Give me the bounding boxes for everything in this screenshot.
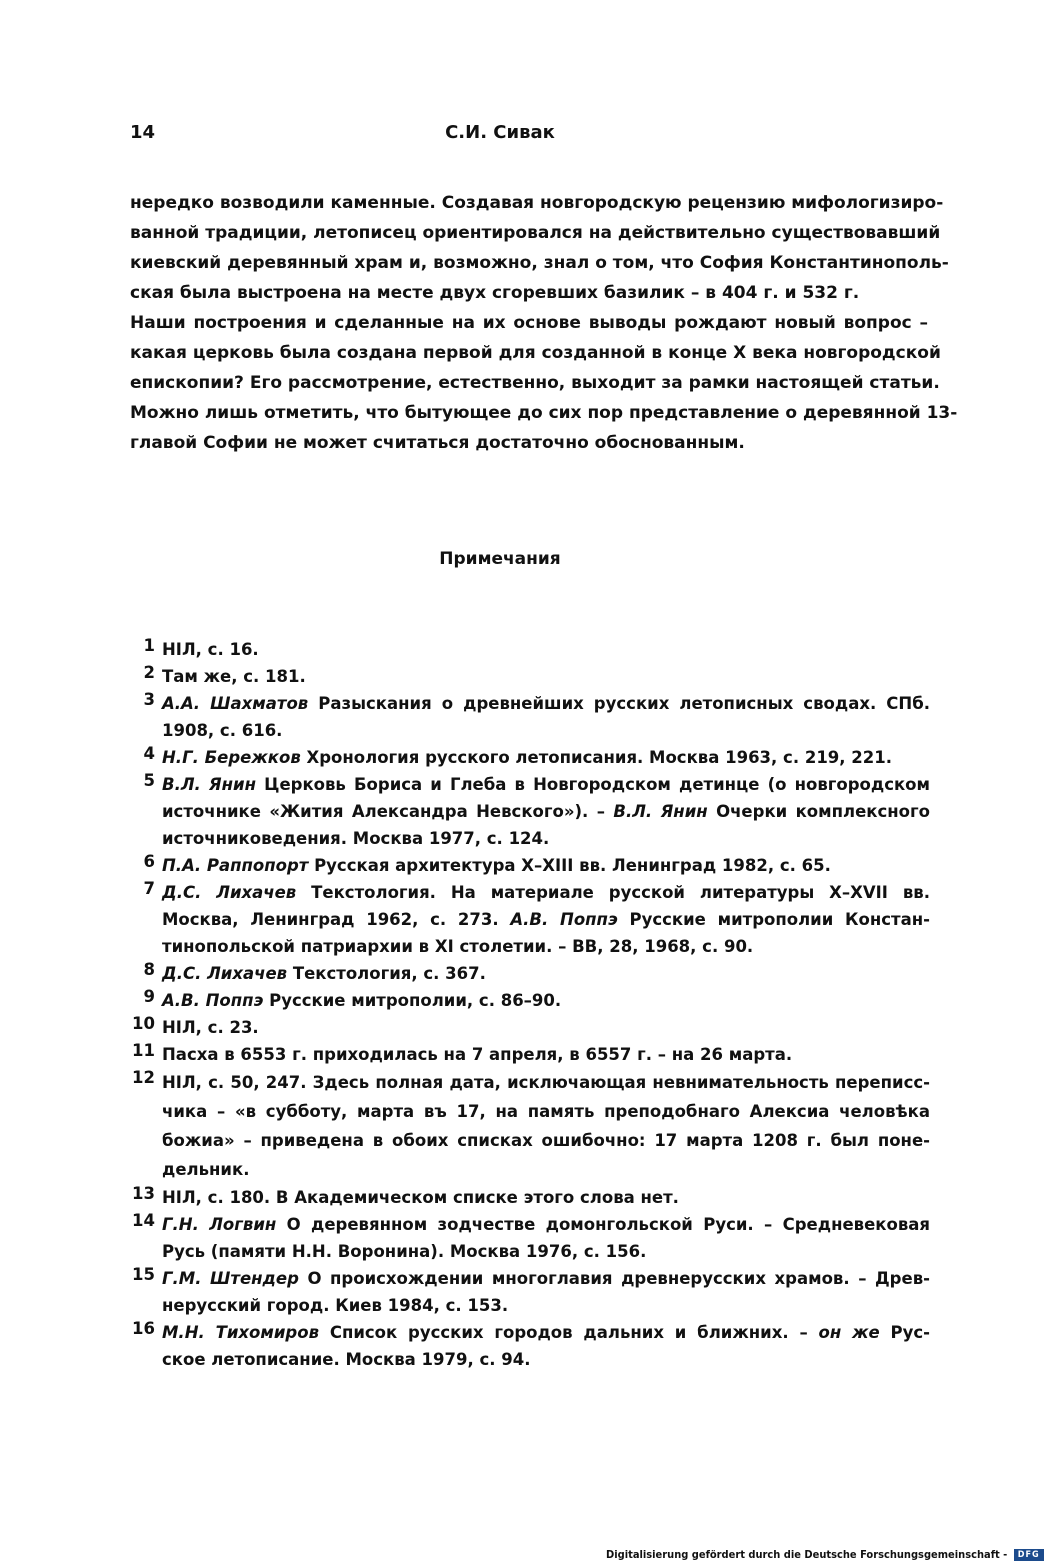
- note-line: [162, 1184, 930, 1211]
- note-segment: О деревянном зодчестве домонгольской Руси. – Средневековая: [276, 1215, 930, 1234]
- note-item: [130, 1319, 930, 1373]
- note-line: [162, 1014, 930, 1041]
- note-item: [130, 1184, 930, 1211]
- note-segment: НIЛ, с. 180. В Академическом списке этого слова нет.: [162, 1188, 679, 1207]
- note-text: [162, 1184, 930, 1211]
- note-item: [130, 852, 930, 879]
- note-line: [162, 1319, 930, 1346]
- note-item: [130, 690, 930, 744]
- note-line: [162, 1211, 930, 1238]
- note-item: [130, 1211, 930, 1265]
- note-segment: божиа» – приведена в обоих списках ошибочно: 17 марта 1208 г. был поне-: [162, 1131, 930, 1150]
- note-line: [162, 636, 930, 663]
- note-segment: тинопольской патриархии в XI столетии. – ВВ, 28, 1968, с. 90.: [162, 937, 754, 956]
- dfg-logo: DFG: [1014, 1549, 1044, 1561]
- note-line: [162, 1292, 930, 1319]
- note-segment: Там же, с. 181.: [162, 667, 306, 686]
- note-line: [162, 1126, 930, 1155]
- note-text: [162, 852, 930, 879]
- note-segment: Текстология, с. 367.: [287, 964, 486, 983]
- note-item: [130, 879, 930, 960]
- notes-heading: Примечания: [439, 549, 561, 569]
- note-line: [162, 1041, 930, 1068]
- author-name: А.А. Шахматов: [162, 694, 309, 713]
- note-segment: 1908, с. 616.: [162, 721, 283, 740]
- body-line: главой Софии не может считаться достаточно обоснованным.: [130, 433, 745, 453]
- note-segment: Рус-: [879, 1323, 930, 1342]
- note-text: [162, 1014, 930, 1041]
- note-segment: НIЛ, с. 23.: [162, 1018, 259, 1037]
- note-number: 12: [132, 1068, 155, 1087]
- note-segment: чика – «в субботу, марта въ 17, на память преподобнаго Алексиа человѣка: [162, 1102, 930, 1121]
- note-line: [162, 717, 930, 744]
- note-item: [130, 663, 930, 690]
- author-name: Н.Г. Бережков: [162, 748, 301, 767]
- note-text: [162, 690, 930, 744]
- note-number: 13: [132, 1184, 155, 1203]
- note-segment: Пасха в 6553 г. приходилась на 7 апреля, в 6557 г. – на 26 марта.: [162, 1045, 793, 1064]
- note-text: [162, 1265, 930, 1319]
- note-number: 15: [132, 1265, 155, 1284]
- author-name: В.Л. Янин: [613, 802, 708, 821]
- note-text: [162, 663, 930, 690]
- note-line: [162, 1238, 930, 1265]
- note-text: [162, 636, 930, 663]
- digitization-credit: [606, 1548, 1044, 1561]
- note-text: [162, 987, 930, 1014]
- note-number: 1: [143, 636, 155, 655]
- note-segment: Русь (памяти Н.Н. Воронина). Москва 1976, с. 156.: [162, 1242, 647, 1261]
- author-name: М.Н. Тихомиров: [162, 1323, 320, 1342]
- note-segment: Русские митрополии, с. 86–90.: [263, 991, 562, 1010]
- note-item: [130, 1068, 930, 1184]
- note-number: 11: [132, 1041, 155, 1060]
- author-name: Г.М. Штендер: [162, 1269, 299, 1288]
- body-paragraph: [130, 188, 958, 458]
- note-line: [162, 744, 930, 771]
- body-line: какая церковь была создана первой для созданной в конце X века новгородской: [130, 343, 941, 363]
- body-line: нередко возводили каменные. Создавая новгородскую рецензию мифологизиро-: [130, 193, 944, 213]
- author-name: он же: [818, 1323, 880, 1342]
- note-number: 4: [143, 744, 155, 763]
- note-number: 2: [143, 663, 155, 682]
- note-segment: источнике «Жития Александра Невского»). –: [162, 802, 614, 821]
- note-line: [162, 1155, 930, 1184]
- note-text: [162, 744, 930, 771]
- note-line: [162, 663, 930, 690]
- body-line: Можно лишь отметить, что бытующее до сих пор представление о деревянной 13-: [130, 403, 958, 423]
- note-item: [130, 744, 930, 771]
- note-text: [162, 771, 930, 852]
- note-segment: Русские митрополии Констан-: [617, 910, 930, 929]
- note-text: [162, 960, 930, 987]
- note-number: 9: [143, 987, 155, 1006]
- note-number: 10: [132, 1014, 155, 1033]
- note-segment: Разыскания о древнейших русских летописных сводах. СПб.: [308, 694, 930, 713]
- note-line: [162, 1068, 930, 1097]
- note-number: 5: [143, 771, 155, 790]
- note-text: [162, 1319, 930, 1373]
- note-segment: дельник.: [162, 1160, 250, 1179]
- note-item: [130, 1014, 930, 1041]
- note-segment: Очерки комплексного: [707, 802, 930, 821]
- note-number: 16: [132, 1319, 155, 1338]
- note-segment: Список русских городов дальних и ближних. –: [319, 1323, 819, 1342]
- body-line: ская была выстроена на месте двух сгоревших базилик – в 404 г. и 532 г.: [130, 283, 860, 303]
- body-line: Наши построения и сделанные на их основе выводы рождают новый вопрос –: [130, 313, 928, 333]
- body-line: епископии? Его рассмотрение, естественно, выходит за рамки настоящей статьи.: [130, 373, 940, 393]
- body-line: киевский деревянный храм и, возможно, знал о том, что София Константинополь-: [130, 253, 949, 273]
- note-line: [162, 798, 930, 825]
- note-item: [130, 1265, 930, 1319]
- author-name: П.А. Раппопорт: [162, 856, 309, 875]
- credit-text: Digitalisierung gefördert durch die Deutsche Forschungsgemeinschaft -: [606, 1548, 1008, 1561]
- note-line: [162, 960, 930, 987]
- author-name: Д.С. Лихачев: [162, 964, 288, 983]
- note-text: [162, 1041, 930, 1068]
- author-name: Г.Н. Логвин: [162, 1215, 277, 1234]
- note-item: [130, 636, 930, 663]
- note-line: [162, 987, 930, 1014]
- note-line: [162, 1265, 930, 1292]
- running-head: С.И. Сивак: [445, 122, 555, 143]
- note-number: 3: [143, 690, 155, 709]
- note-number: 6: [143, 852, 155, 871]
- note-line: [162, 771, 930, 798]
- author-name: В.Л. Янин: [162, 775, 257, 794]
- note-line: [162, 1097, 930, 1126]
- note-text: [162, 1068, 930, 1184]
- note-number: 14: [132, 1211, 155, 1230]
- note-line: [162, 906, 930, 933]
- author-name: Д.С. Лихачев: [162, 883, 297, 902]
- note-segment: НIЛ, с. 50, 247. Здесь полная дата, исключающая невнимательность переписс-: [162, 1073, 930, 1092]
- note-number: 8: [143, 960, 155, 979]
- note-line: [162, 1346, 930, 1373]
- note-item: [130, 960, 930, 987]
- note-segment: Русская архитектура X–XIII вв. Ленинград 1982, с. 65.: [308, 856, 831, 875]
- note-segment: Москва, Ленинград 1962, с. 273.: [162, 910, 511, 929]
- page-number: 14: [130, 122, 156, 143]
- note-line: [162, 852, 930, 879]
- note-segment: НIЛ, с. 16.: [162, 640, 259, 659]
- note-line: [162, 933, 930, 960]
- note-number: 7: [143, 879, 155, 898]
- note-segment: нерусский город. Киев 1984, с. 153.: [162, 1296, 509, 1315]
- note-segment: ское летописание. Москва 1979, с. 94.: [162, 1350, 531, 1369]
- note-item: [130, 987, 930, 1014]
- note-segment: Хронология русского летописания. Москва 1963, с. 219, 221.: [300, 748, 893, 767]
- note-segment: О происхождении многоглавия древнерусских храмов. – Древ-: [298, 1269, 930, 1288]
- note-text: [162, 1211, 930, 1265]
- notes-list: [130, 636, 930, 1373]
- note-segment: Текстология. На материале русской литературы X–XVII вв.: [296, 883, 930, 902]
- note-segment: источниковедения. Москва 1977, с. 124.: [162, 829, 550, 848]
- note-segment: Церковь Бориса и Глеба в Новгородском детинце (о новгородском: [256, 775, 930, 794]
- note-line: [162, 825, 930, 852]
- note-line: [162, 690, 930, 717]
- body-line: ванной традиции, летописец ориентировался на действительно существовавший: [130, 223, 941, 243]
- note-item: [130, 771, 930, 852]
- author-name: А.В. Поппэ: [510, 910, 618, 929]
- note-item: [130, 1041, 930, 1068]
- note-line: [162, 879, 930, 906]
- note-text: [162, 879, 930, 960]
- author-name: А.В. Поппэ: [162, 991, 264, 1010]
